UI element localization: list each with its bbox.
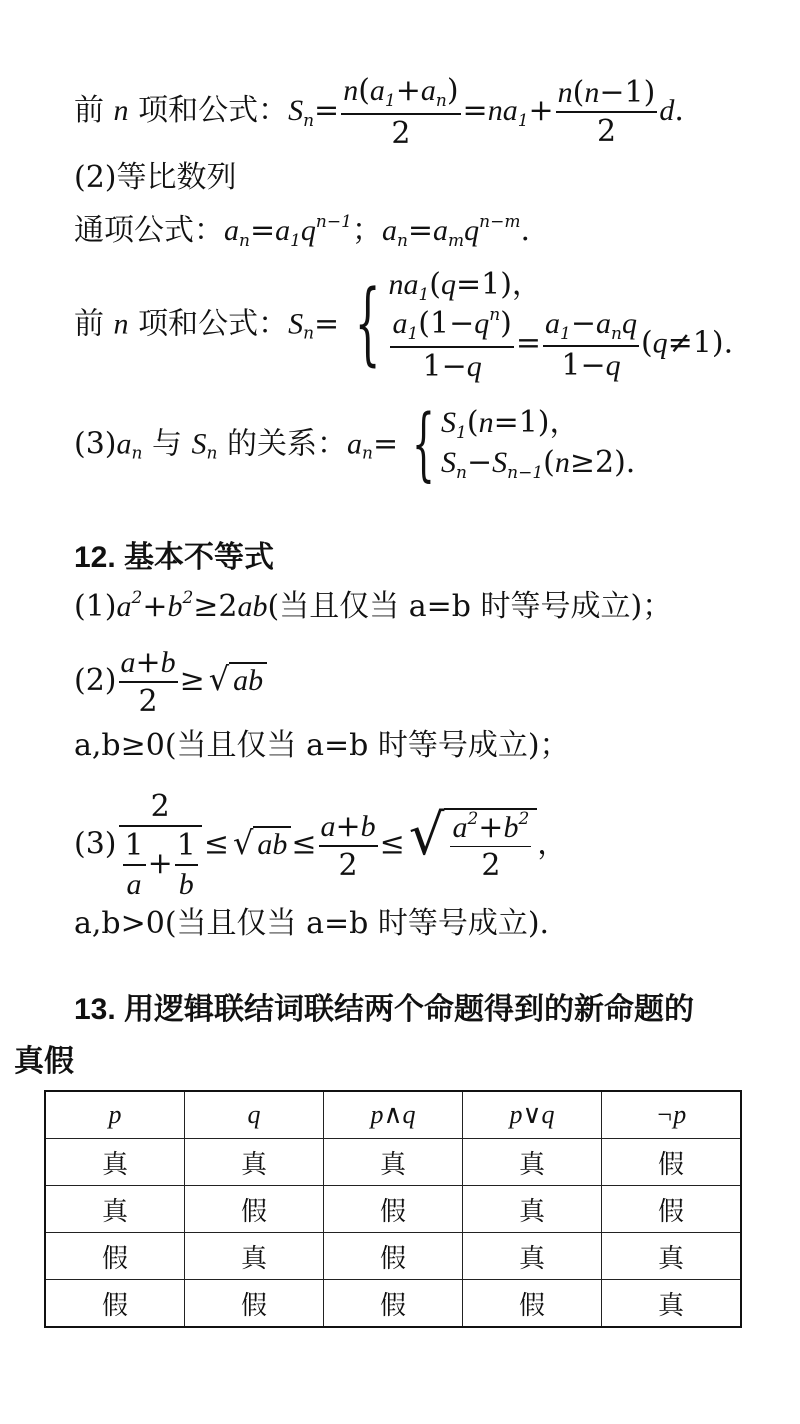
table-cell: 假: [185, 1186, 324, 1233]
section-12-heading: 12. 基本不等式: [74, 541, 275, 574]
header-cell: q: [185, 1091, 324, 1139]
table-cell: 假: [324, 1233, 463, 1280]
table-cell: 真: [45, 1139, 185, 1186]
table-cell: 假: [185, 1280, 324, 1328]
table-cell: 真: [185, 1233, 324, 1280]
table-cell: 假: [324, 1280, 463, 1328]
ineq-2-condition: a,b≥0(当且仅当 a=b 时等号成立)；: [74, 728, 570, 763]
table-cell: 真: [602, 1280, 742, 1328]
geo-title: (2)等比数列: [74, 160, 237, 195]
table-cell: 真: [463, 1186, 602, 1233]
table-cell: 真: [463, 1233, 602, 1280]
header-cell: p: [45, 1091, 185, 1139]
table-row: [45, 1186, 741, 1233]
table-cell: 假: [463, 1280, 602, 1328]
arith-sum-formula: 前 n 项和公式：$S_n=$ $\frac{n(a_1+a_n)}{2}$ $=na_1+$ $\frac{n(n-1)}{2}$ d.: [74, 73, 684, 151]
table-row: [45, 1280, 741, 1328]
table-cell: 真: [324, 1139, 463, 1186]
header-cell: p∨q: [463, 1091, 602, 1139]
section-13-heading: 13. 用逻辑联结词联结两个命题得到的新命题的: [74, 993, 695, 1026]
table-header-row: [45, 1091, 741, 1139]
table-cell: 真: [185, 1139, 324, 1186]
table-cell: 真: [463, 1139, 602, 1186]
table-row: [45, 1139, 741, 1186]
ineq-1-condition: (当且仅当 a=b 时等号成立)；: [267, 589, 673, 624]
relation-formula: $(3)a_n$ 与 $S_n$ 的关系：$a_n=$ { $S_1(n=1)$， $S_n-S_{n-1}(n\ge 2)$.: [74, 397, 636, 491]
geo-sum-formula: 前 n 项和公式：$S_n=$ { $na_1(q=1)$， $\frac{a_1(1-q^n)}{1-q}$ = $\frac{a_1-a_nq}{1-q}$ (q≠1).: [74, 267, 734, 384]
table-cell: 假: [45, 1280, 185, 1328]
ineq-line-2: (2) $\frac{a+b}{2}$ ≥ √ ab: [74, 646, 267, 718]
ineq-line-1: $(1)a^2+b^2\ge 2ab$(当且仅当 a=b 时等号成立)；: [74, 588, 673, 624]
ineq-3-condition: a,b>0(当且仅当 a=b 时等号成立).: [74, 906, 550, 941]
ineq-line-3: (3) 2 $\frac{1}{a}$ + $\frac{1}{b}$ ≤ √ ab ≤ $\frac{a+b}{2}$ ≤√ $\frac{a^2+b^2}{2}$ ，: [74, 789, 568, 901]
table-cell: 假: [602, 1186, 742, 1233]
table-cell: 真: [45, 1186, 185, 1233]
table-cell: 假: [324, 1186, 463, 1233]
truth-table: [44, 1090, 742, 1328]
header-cell: p∧q: [324, 1091, 463, 1139]
section-13-heading-cont: 真假: [14, 1045, 74, 1078]
table-row: [45, 1233, 741, 1280]
table-cell: 真: [602, 1233, 742, 1280]
table-cell: 假: [45, 1233, 185, 1280]
geo-general-formula: 通项公式：$a_n=a_1q^{n-1}$；$a_n=a_mq^{n-m}$.: [74, 212, 531, 251]
table-cell: 假: [602, 1139, 742, 1186]
header-cell: ¬p: [602, 1091, 742, 1139]
